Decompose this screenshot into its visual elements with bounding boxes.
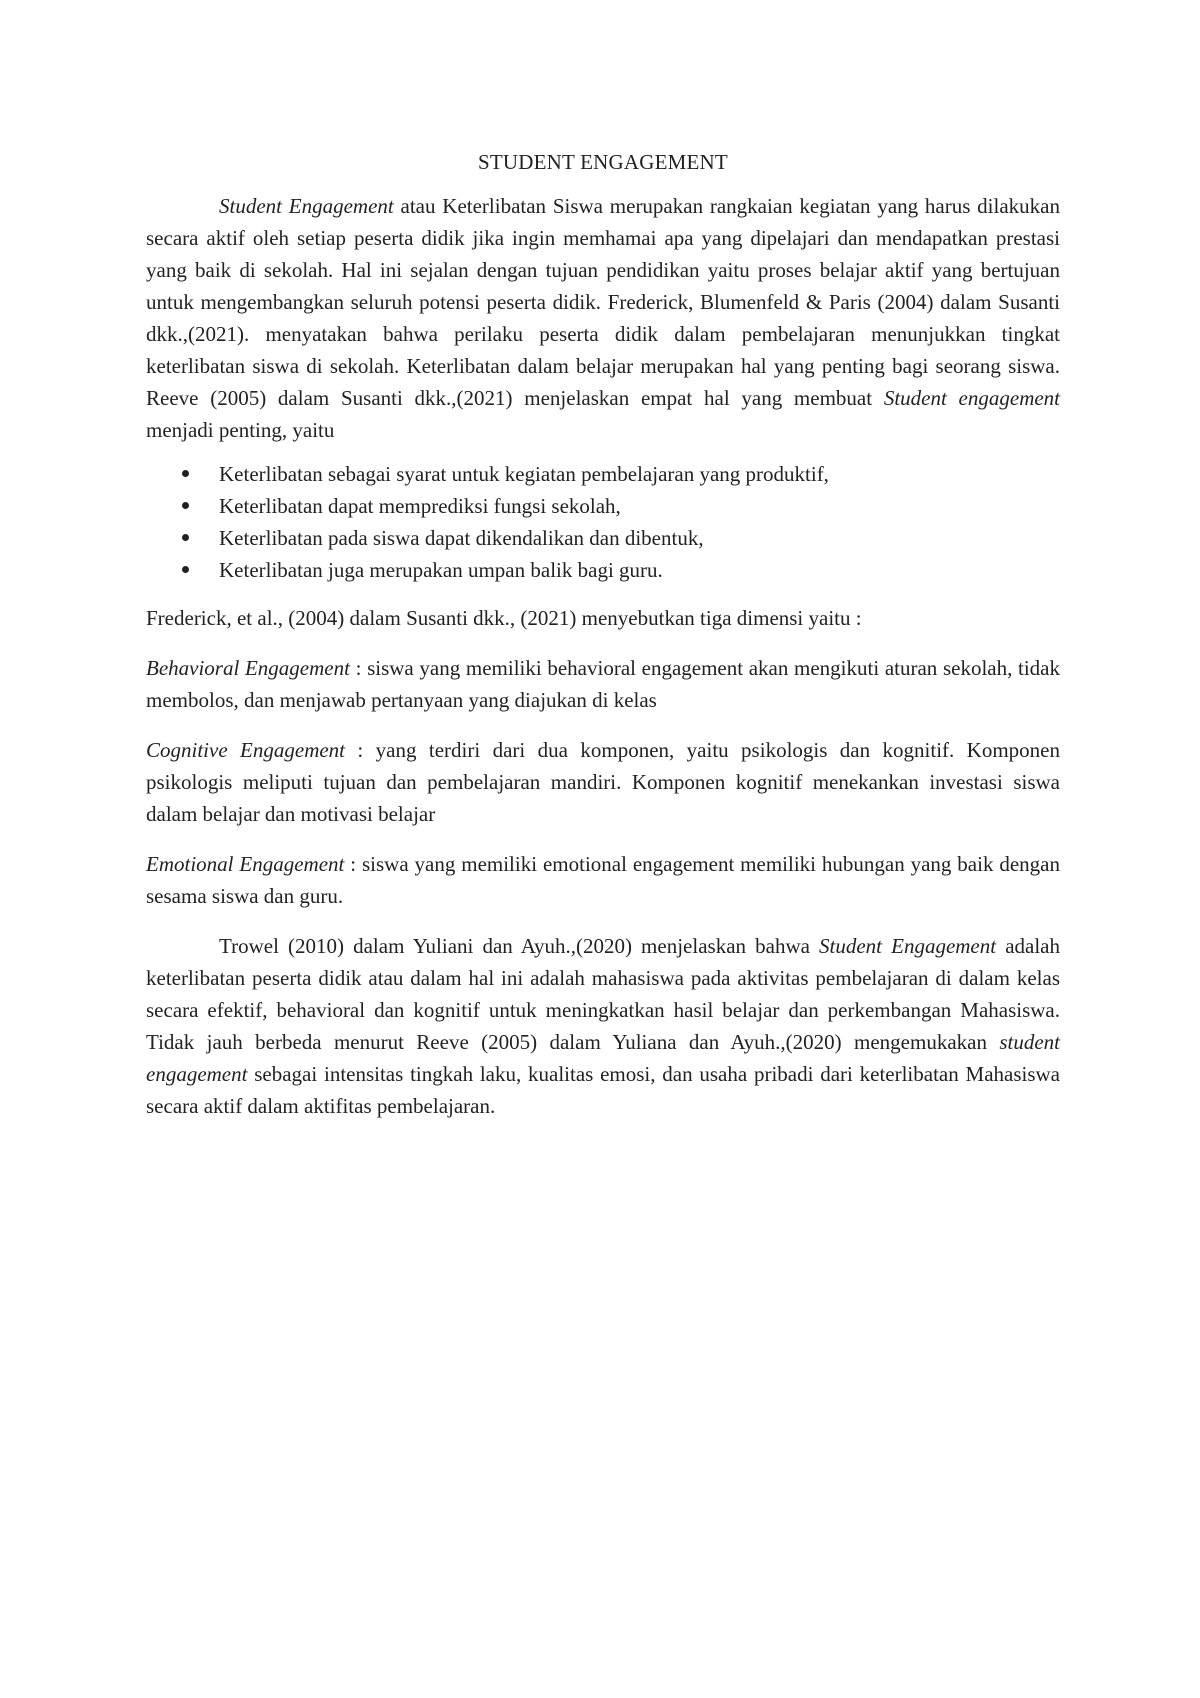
document-body bbox=[146, 146, 1060, 1122]
bullet-icon bbox=[182, 502, 189, 509]
cognitive-paragraph bbox=[146, 734, 1060, 830]
dimensions-intro: Frederick, et al., (2004) dalam Susanti dkk., (2021) menyebutkan tiga dimensi yaitu : bbox=[146, 606, 862, 630]
closing-text-b: adalah keterlibatan peserta didik atau dalam hal ini adalah mahasiswa pada aktivitas pembelajaran di dalam kelas secara efektif, behavioral dan kognitif untuk meningkatkan hasil belajar dan perkembangan Mahasiswa. Tidak jauh berbeda menurut Reeve (2005) dalam Yuliana dan Ayuh.,(2020) mengemukakan bbox=[146, 934, 1060, 1054]
list-item-text: Keterlibatan juga merupakan umpan balik bagi guru. bbox=[219, 558, 663, 582]
intro-paragraph bbox=[146, 190, 1060, 446]
bullet-icon bbox=[182, 534, 189, 541]
list-item bbox=[146, 554, 1060, 586]
intro-text-a: atau Keterlibatan Siswa merupakan rangkaian kegiatan yang harus dilakukan secara aktif oleh setiap peserta didik jika ingin memhamai apa yang dipelajari dan mendapatkan prestasi yang baik di sekolah. Hal ini sejalan dengan tujuan pendidikan yaitu proses belajar aktif yang bertujuan untuk mengembangkan seluruh potensi peserta didik. Frederick, Blumenfeld & Paris (2004) dalam Susanti dkk.,(2021). menyatakan bahwa perilaku peserta didik dalam pembelajaran menunjukkan tingkat keterlibatan siswa di sekolah. Keterlibatan dalam belajar merupakan hal yang penting bagi seorang siswa. Reeve (2005) dalam Susanti dkk.,(2021) menjelaskan empat hal yang membuat bbox=[146, 194, 1060, 410]
closing-term: Student Engagement bbox=[819, 934, 997, 958]
list-item-text: Keterlibatan dapat memprediksi fungsi sekolah, bbox=[219, 494, 621, 518]
closing-term-2: student engagement bbox=[146, 1030, 1060, 1086]
list-item-text: Keterlibatan sebagai syarat untuk kegiatan pembelajaran yang produktif, bbox=[219, 462, 829, 486]
intro-term-2: Student engagement bbox=[883, 386, 1061, 410]
behavioral-text: : siswa yang memiliki behavioral engagement akan mengikuti aturan sekolah, tidak membolos, dan menjawab pertanyaan yang diajukan di kelas bbox=[146, 656, 1060, 712]
intro-term: Student Engagement bbox=[219, 194, 394, 218]
emotional-text: : siswa yang memiliki emotional engagement memiliki hubungan yang baik dengan sesama siswa dan guru. bbox=[146, 852, 1060, 908]
intro-text-b: menjadi penting, yaitu bbox=[146, 418, 335, 442]
importance-list bbox=[146, 458, 1060, 586]
behavioral-paragraph bbox=[146, 652, 1060, 716]
closing-text-a: Trowel (2010) dalam Yuliani dan Ayuh.,(2020) menjelaskan bahwa bbox=[219, 934, 820, 958]
list-item-text: Keterlibatan pada siswa dapat dikendalikan dan dibentuk, bbox=[219, 526, 704, 550]
bullet-icon bbox=[182, 470, 189, 477]
closing-text-c: sebagai intensitas tingkah laku, kualitas emosi, dan usaha pribadi dari keterlibatan Mahasiswa secara aktif dalam aktifitas pembelajaran. bbox=[146, 1062, 1060, 1118]
behavioral-term: Behavioral Engagement bbox=[146, 656, 350, 680]
list-item bbox=[146, 458, 1060, 490]
emotional-term: Emotional Engagement bbox=[146, 852, 345, 876]
list-item bbox=[146, 490, 1060, 522]
cognitive-term: Cognitive Engagement bbox=[146, 738, 346, 762]
bullet-icon bbox=[182, 566, 189, 573]
emotional-paragraph bbox=[146, 848, 1060, 912]
closing-paragraph bbox=[146, 930, 1060, 1122]
cognitive-text: : yang terdiri dari dua komponen, yaitu psikologis dan kognitif. Komponen psikologis meliputi tujuan dan pembelajaran mandiri. Komponen kognitif menekankan investasi siswa dalam belajar dan motivasi belajar bbox=[146, 738, 1060, 826]
document-title: STUDENT ENGAGEMENT bbox=[478, 150, 728, 174]
list-item bbox=[146, 522, 1060, 554]
